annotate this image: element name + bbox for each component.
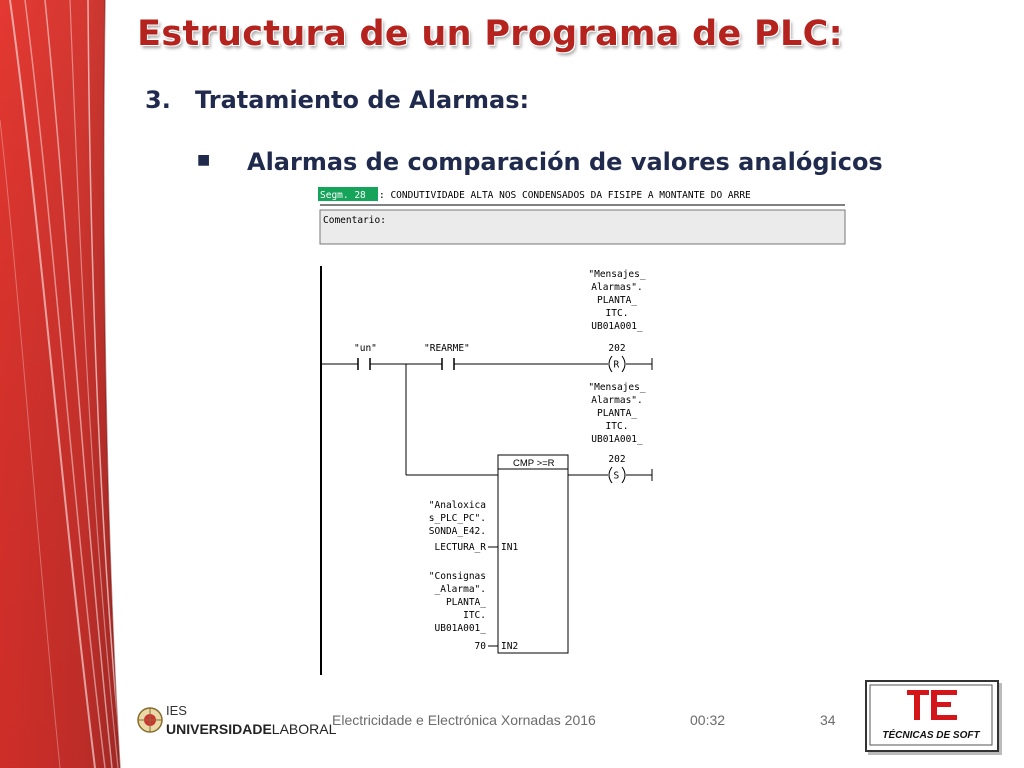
heading-number: 3. <box>145 86 171 114</box>
plc-ladder-diagram <box>300 183 860 683</box>
coil-s-operand <box>588 382 645 465</box>
coil-s-letter: S <box>613 470 620 482</box>
footer-page-number: 34 <box>820 712 836 728</box>
comment-box[interactable] <box>320 210 845 244</box>
segment-title: : CONDUTIVIDADE ALTA NOS CONDENSADOS DA FISIPE A MONTANTE DO ARRE <box>379 190 751 201</box>
ts-letter-e-icon <box>931 690 957 720</box>
coil-s-left <box>609 467 612 483</box>
svg-text:ITC.: ITC. <box>605 308 629 319</box>
segment-label: Segm. 28 <box>320 190 366 201</box>
svg-text:SONDA_E42.: SONDA_E42. <box>428 526 486 537</box>
svg-text:LECTURA_R: LECTURA_R <box>434 542 486 553</box>
svg-text:UB01A001_: UB01A001_ <box>591 321 643 332</box>
coil-r-right <box>622 356 625 372</box>
svg-text:"Mensajes_: "Mensajes_ <box>588 382 646 393</box>
svg-text:UB01A001_: UB01A001_ <box>591 434 643 445</box>
tecnicas-de-soft-logo <box>865 680 999 752</box>
ies-logo <box>136 700 337 740</box>
svg-text:s_PLC_PC".: s_PLC_PC". <box>428 513 486 524</box>
contact1-label: "un" <box>354 343 377 354</box>
in2-pin: IN2 <box>501 641 519 652</box>
bullet-text: Alarmas de comparación de valores analógicos <box>247 148 883 176</box>
svg-text:202: 202 <box>608 343 626 354</box>
ts-letter-t-icon <box>907 690 929 720</box>
svg-text:PLANTA_: PLANTA_ <box>596 408 638 419</box>
svg-text:ITC.: ITC. <box>605 421 629 432</box>
svg-text:Alarmas".: Alarmas". <box>591 395 643 406</box>
in1-operand <box>429 500 486 553</box>
svg-text:"Consignas: "Consignas <box>428 571 486 582</box>
coil-r-letter: R <box>613 359 620 371</box>
in2-operand <box>429 571 486 652</box>
bullet-line <box>197 148 883 176</box>
ies-bottom-text: UNIVERSIDADELABORAL <box>166 721 337 737</box>
slide-title: Estructura de un Programa de PLC: <box>137 14 843 54</box>
coil-r-left <box>609 356 612 372</box>
svg-text:UB01A001_: UB01A001_ <box>434 623 486 634</box>
ts-brand-text: TÉCNICAS DE SOFT <box>882 730 980 741</box>
comment-label: Comentario: <box>323 215 386 226</box>
svg-text:202: 202 <box>608 454 626 465</box>
cmp-label: CMP >=R <box>513 458 555 469</box>
cmp-block[interactable] <box>498 455 568 653</box>
in1-pin: IN1 <box>501 542 519 553</box>
svg-text:"Analoxica: "Analoxica <box>428 500 486 511</box>
heading-text: Tratamiento de Alarmas: <box>195 86 530 114</box>
svg-text:ITC.: ITC. <box>463 610 486 621</box>
svg-text:"Mensajes_: "Mensajes_ <box>588 269 646 280</box>
svg-text:70: 70 <box>474 641 486 652</box>
coil-r-operand <box>588 269 645 354</box>
footer-event: Electricidade e Electrónica Xornadas 2016 <box>332 712 596 728</box>
contact2-label: "REARME" <box>424 343 470 354</box>
footer-time: 00:32 <box>690 712 726 728</box>
ies-top-text: IES <box>166 703 187 718</box>
coil-s-right <box>622 467 625 483</box>
svg-text:PLANTA_: PLANTA_ <box>596 295 638 306</box>
svg-text:_Alarma".: _Alarma". <box>434 584 486 595</box>
svg-text:Alarmas".: Alarmas". <box>591 282 643 293</box>
heading-line <box>145 86 529 114</box>
svg-text:PLANTA_: PLANTA_ <box>445 597 486 608</box>
square-bullet-icon: ■ <box>197 152 211 168</box>
